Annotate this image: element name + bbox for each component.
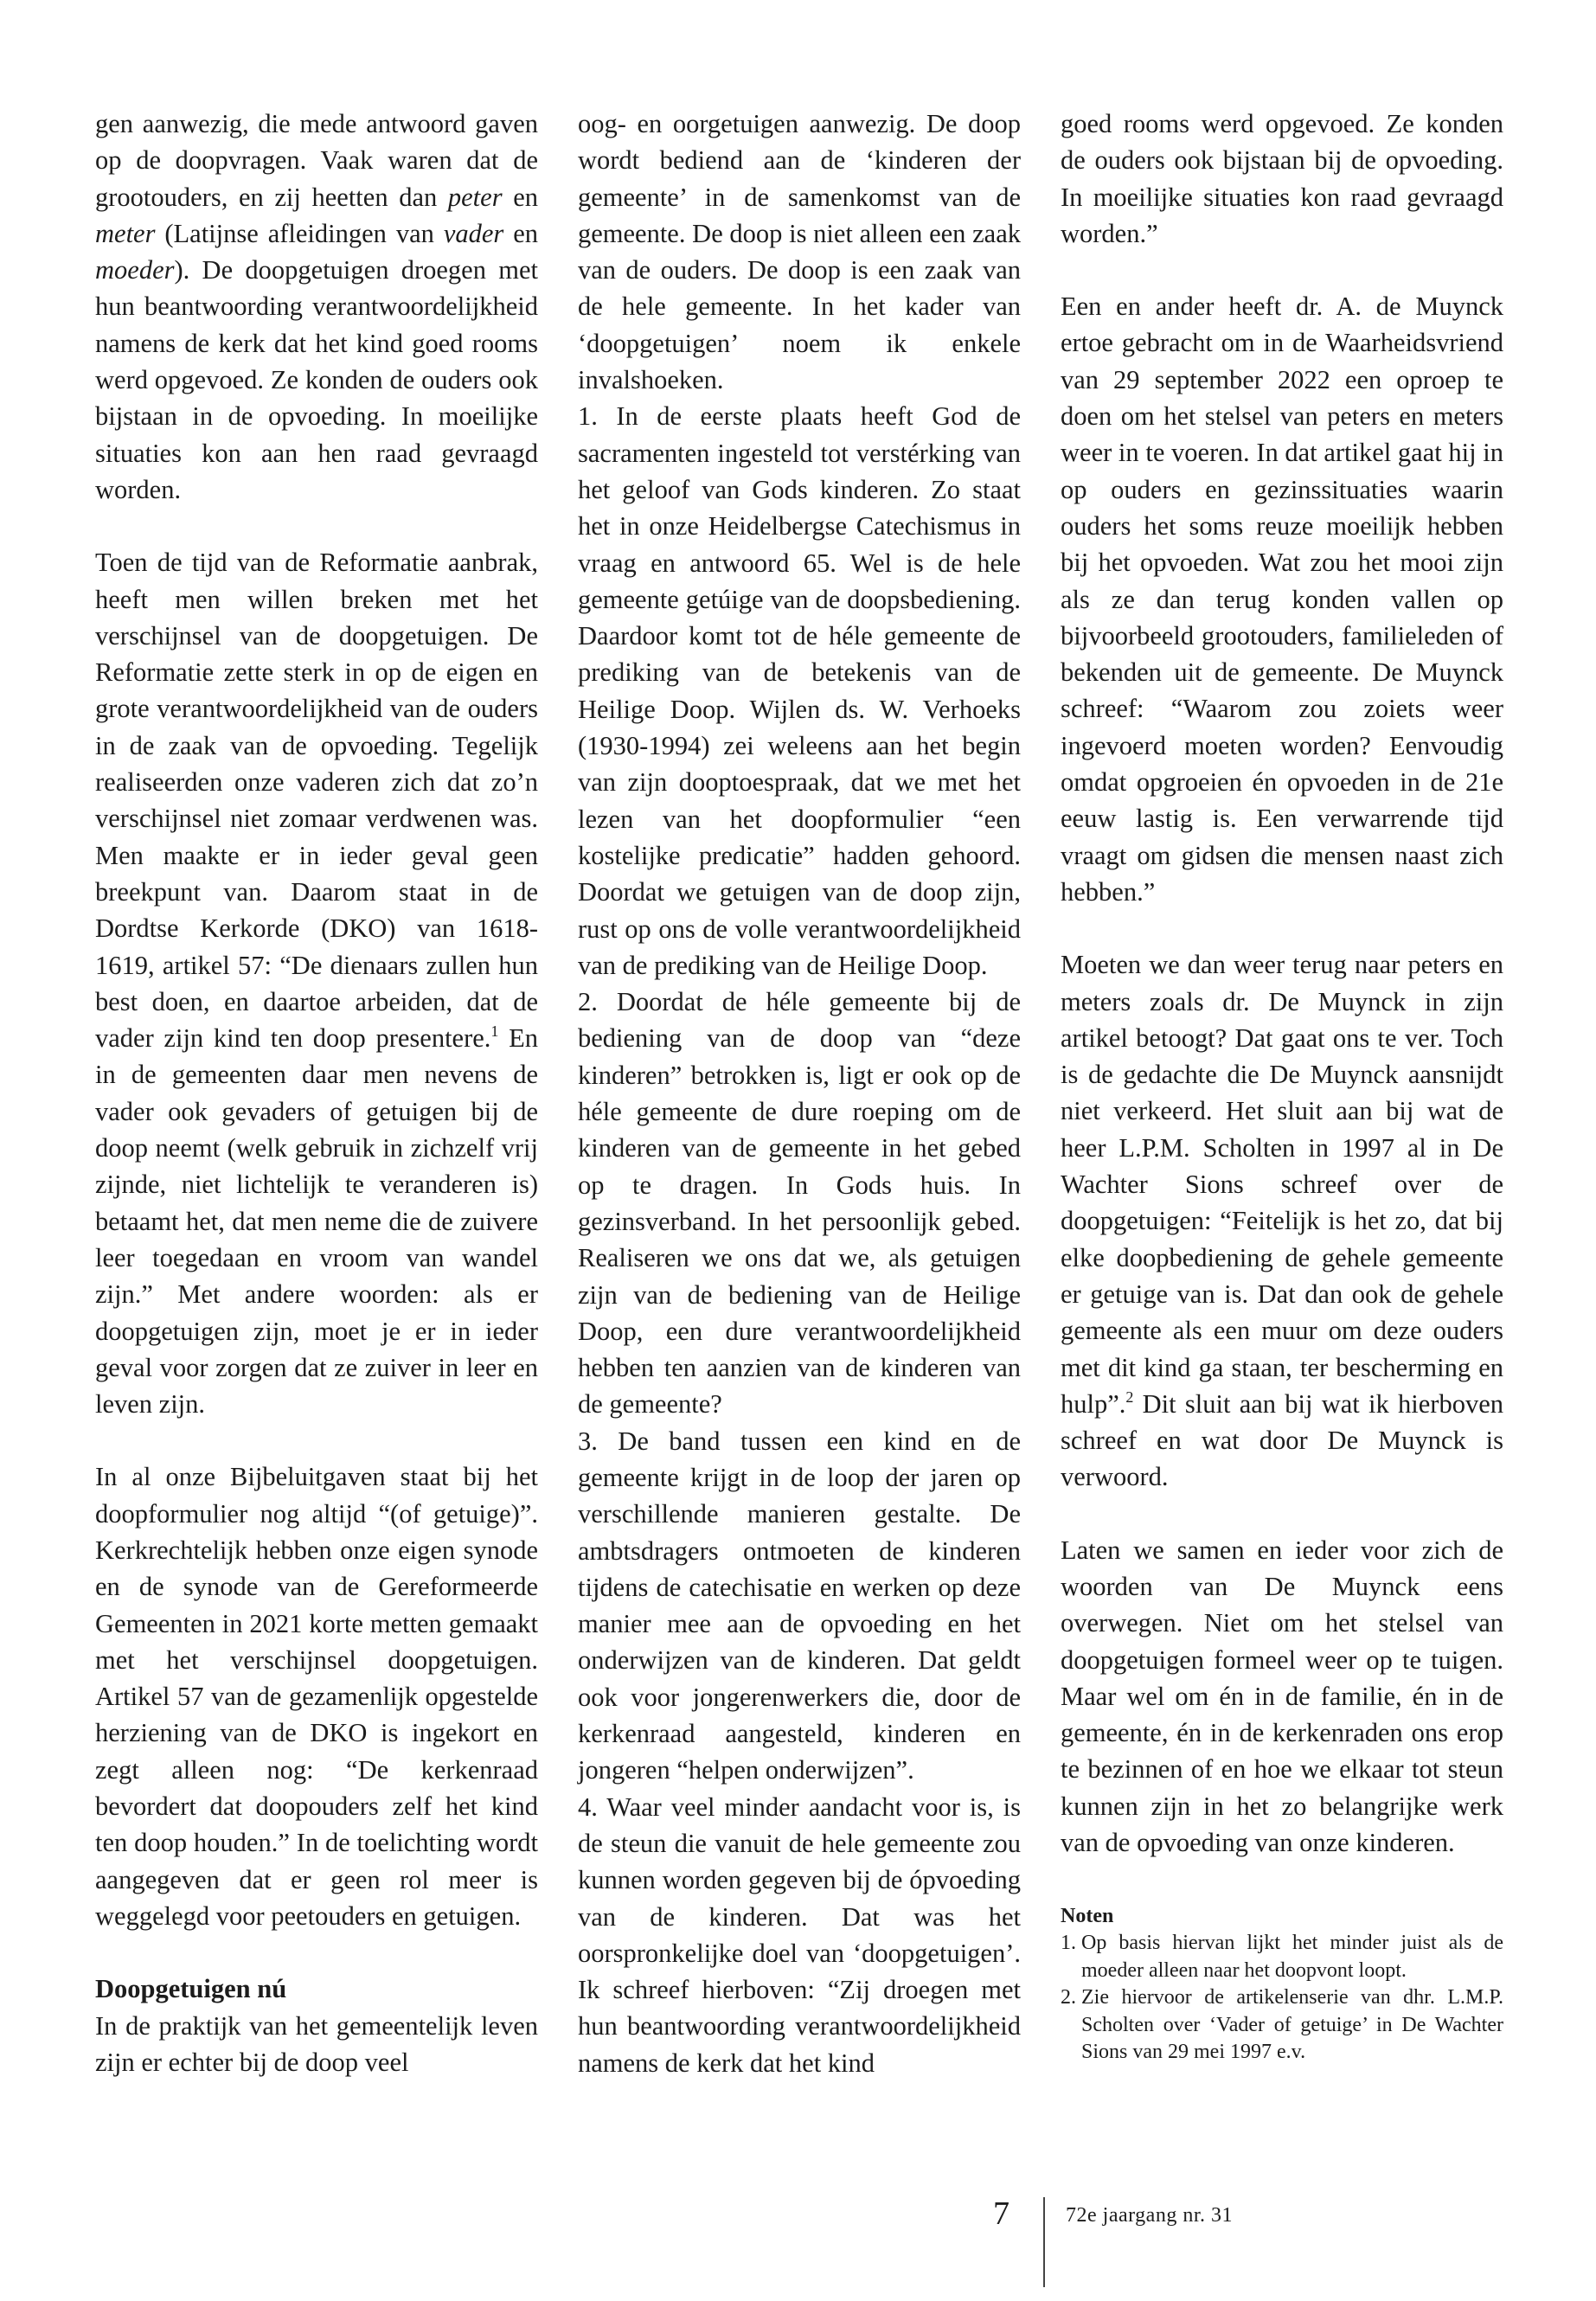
column-1 — [95, 106, 538, 2080]
italic-text: peter — [447, 182, 503, 212]
text-run: ). De doopgetuigen droegen met hun beantwoording verantwoordelijkheid namens de kerk dat het kind goed rooms werd opgevoed. Ze konden de ouders ook bijstaan in de opvoeding. In moeilijke situaties kon aan hen raad gevraagd worden. — [95, 255, 538, 504]
paragraph — [95, 106, 538, 508]
note-item — [1061, 1930, 1503, 1984]
paragraph — [1061, 288, 1503, 910]
text-run: Toen de tijd van de Reformatie aanbrak, heeft men willen breken met het verschijnsel van de doopgetuigen. De Reformatie zette sterk in op de eigen en grote verantwoordelijkheid van de ouders in de zaak van de opvoeding. Tegelijk realiseerden onze vaderen zich dat zo’n verschijnsel niet zomaar verdwenen was. Men maakte er in ieder geval geen breekpunt van. Daarom staat in de Dordtse Kerkorde (DKO) van 1618-1619, artikel 57: “De dienaars zullen hun best doen, en daartoe arbeiden, dat de vader zijn kind ten doop presentere. — [95, 548, 538, 1054]
paragraph — [1061, 946, 1503, 1495]
text-run: oog- en oorgetuigen aanwezig. De doop wordt bediend aan de ‘kinderen der gemeente’ in de samenkomst van de gemeente. De doop is niet alleen een zaak van de ouders. De doop is een zaak van de hele gemeente. In het kader van ‘doopgetuigen’ noem ik enkele invalshoeken. — [578, 109, 1021, 395]
list-point — [578, 984, 1021, 1423]
text-run: In al onze Bijbeluitgaven staat bij het doopformulier nog altijd “(of getuige)”. Kerkrechtelijk hebben onze eigen synode en de synode van de Gereformeerde Gemeenten in 2021 korte metten gemaakt met het verschijnsel doopgetuigen. Artikel 57 van de gezamenlijk opgestelde herziening van de DKO is ingekort en zegt alleen nog: “De kerkenraad bevordert dat doopouders zelf het kind ten doop houden.” In de toelichting wordt aangegeven dat er geen rol meer is weggelegd voor peetouders en getuigen. — [95, 1462, 538, 1931]
note-text: Op basis hiervan lijkt het minder juist als de moeder alleen naar het doopvont loopt. — [1081, 1932, 1503, 1982]
text-run: Moeten we dan weer terug naar peters en meters zoals dr. De Muynck in zijn artikel betoogt? Dat gaat ons te ver. Toch is de gedachte die De Muynck aansnijdt niet verkeerd. Het sluit aan bij wat de heer L.P.M. Scholten in 1997 al in De Wachter Sions schreef over de doopgetuigen: “Feitelijk is het zo, dat bij elke doopbediening de gehele gemeente er getuige van is. Dat dan ook de gehele gemeente als een muur om deze ouders met dit kind ga staan, ter bescherming en hulp”. — [1061, 950, 1503, 1419]
paragraph — [95, 2008, 538, 2081]
list-point — [578, 398, 1021, 984]
text-run: (Latijnse afleidingen van — [155, 218, 444, 248]
italic-text: vader — [443, 218, 504, 248]
page-number: 7 — [993, 2195, 1010, 2232]
text-run: In de praktijk van het gemeentelijk leven zijn er echter bij de doop veel — [95, 2010, 538, 2077]
text-run: en — [502, 182, 538, 212]
text-run: Een en ander heeft dr. A. de Muynck ertoe gebracht om in de Waarheidsvriend van 29 september 2022 een oproep te doen om het stelsel van peters en meters weer in te voeren. In dat artikel gaat hij in op ouders en gezinssituaties waarin ouders het soms reuze moeilijk hebben bij het opvoeden. Wat zou het mooi zijn als ze dan terug konden vallen op bijvoorbeeld grootouders, familieleden of bekenden uit de gemeente. De Muynck schreef: “Waarom zou zoiets weer ingevoerd moeten worden? Eenvoudig omdat opgroeien én opvoeden in de 21e eeuw lastig is. Een verwarrende tijd vraagt om gidsen die mensen naast zich hebben.” — [1061, 292, 1503, 907]
text-run: Laten we samen en ieder voor zich de woorden van De Muynck eens overwegen. Niet om het stelsel van doopgetuigen formeel weer op te tuigen. Maar wel om én in de familie, én in de gemeente, én in de kerkenraden ons erop te bezinnen of en hoe we elkaar tot steun kunnen zijn in het zo belangrijke werk van de opvoeding van onze kinderen. — [1061, 1535, 1503, 1858]
page-footer — [0, 2194, 1596, 2298]
section-heading: Doopgetuigen nú — [95, 1974, 287, 2004]
text-run: en — [503, 218, 538, 248]
text-run: 3. De band tussen een kind en de gemeente krijgt in de loop der jaren op verschillende manieren gestalte. De ambtsdragers ontmoeten de kinderen tijdens de catechisatie en werken op deze manier mee aan de opvoeding en het onderwijzen van de kinderen. Dat geldt ook voor jongerenwerkers die, door de kerkenraad aangesteld, kinderen en jongeren “helpen onderwijzen”. — [578, 1426, 1021, 1785]
footnote-ref: 1 — [490, 1022, 499, 1041]
text-run: En in de gemeenten daar men nevens de vader ook gevaders of getuigen bij de doop neemt (welk gebruik in zichzelf vrij zijnde, niet lichtelijk te veranderen is) betaamt het, dat men neme die de zuivere leer toegedaan en vroom van wandel zijn.” Met andere woorden: als er doopgetuigen zijn, moet je er in ieder geval voor zorgen dat ze zuiver in leer en leven zijn. — [95, 1023, 538, 1420]
notes-list — [1061, 1930, 1503, 2067]
text-run: goed rooms werd opgevoed. Ze konden de ouders ook bijstaan bij de opvoeding. In moeilijke situaties kon raad gevraagd worden.” — [1061, 109, 1503, 248]
text-run: 4. Waar veel minder aandacht voor is, is de steun die vanuit de hele gemeente zou kunnen worden gegeven bij de ópvoeding van de kinderen. Dat was het oorspronkelijke doel van ‘doopgetuigen’. Ik schreef hierboven: “Zij droegen met hun beantwoording verantwoordelijkheid namens de kerk dat het kind — [578, 1791, 1021, 2078]
list-point — [578, 1789, 1021, 2081]
italic-text: meter — [95, 218, 156, 248]
column-2 — [578, 106, 1021, 2081]
column-3 — [1061, 106, 1503, 2067]
note-number: 1. — [1061, 1932, 1076, 1955]
footer-divider — [1043, 2197, 1045, 2287]
journal-issue: 72e jaargang nr. 31 — [1066, 2204, 1234, 2227]
text-run: gen aanwezig, die mede antwoord gaven op de doopvragen. Vaak waren dat de grootouders, en zij heetten dan — [95, 109, 538, 212]
note-item — [1061, 1984, 1503, 2067]
text-run: Dit sluit aan bij wat ik hierboven schreef en wat door De Muynck is verwoord. — [1061, 1388, 1503, 1492]
notes-title: Noten — [1061, 1905, 1114, 1928]
footnote-ref: 2 — [1125, 1388, 1134, 1406]
paragraph — [1061, 106, 1503, 252]
italic-text: moeder — [95, 255, 175, 285]
text-run: 2. Doordat de héle gemeente bij de bediening van de doop van “deze kinderen” betrokken is, ligt er ook op de héle gemeente de dure roeping om de kinderen van de gemeente in het gebed op te dragen. In Gods huis. In gezinsverband. In het persoonlijk gebed. Realiseren we ons dat we, als getuigen zijn van de bediening van de Heilige Doop, een dure verantwoordelijkheid hebben ten aanzien van de kinderen van de gemeente? — [578, 987, 1021, 1420]
paragraph — [95, 1458, 538, 1934]
note-text: Zie hiervoor de artikelenserie van dhr. L.M.P. Scholten over ‘Vader of getuige’ in De Wachter Sions van 29 mei 1997 e.v. — [1081, 1986, 1503, 2064]
paragraph — [95, 544, 538, 1422]
note-number: 2. — [1061, 1986, 1076, 2009]
paragraph — [578, 106, 1021, 398]
text-run: 1. In de eerste plaats heeft God de sacramenten ingesteld tot verstérking van het geloof van Gods kinderen. Zo staat het in onze Heidelbergse Catechismus in vraag en antwoord 65. Wel is de hele gemeente getúige van de doopsbediening. Daardoor komt tot de héle gemeente de prediking van de betekenis van de Heilige Doop. Wijlen ds. W. Verhoeks (1930-1994) zei weleens aan het begin van zijn dooptoespraak, dat we met het lezen van het doopformulier “een kostelijke predicatie” hadden gehoord. Doordat we getuigen van de doop zijn, rust op ons de volle verantwoordelijkheid van de prediking van de Heilige Doop. — [578, 401, 1021, 980]
paragraph — [1061, 1532, 1503, 1862]
list-point — [578, 1423, 1021, 1789]
